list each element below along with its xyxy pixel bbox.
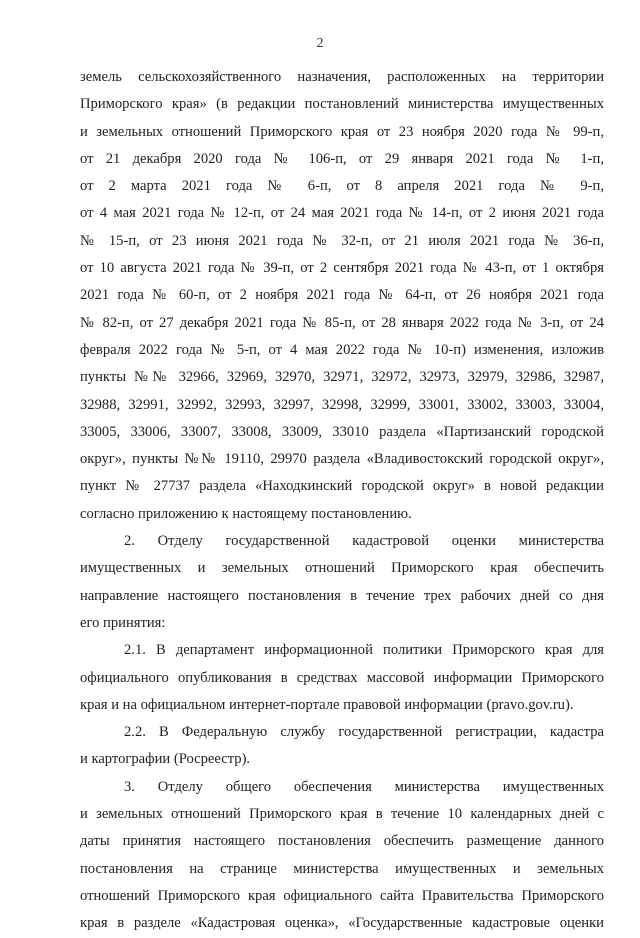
text-line: и земельных отношений Приморского края в течение 10 календарных дней с: [80, 806, 604, 823]
text-line: 3. Отделу общего обеспечения министерства имущественных: [124, 778, 604, 795]
paragraph-p1: [80, 64, 604, 528]
text-line: пункты №№ 32966, 32969, 32970, 32971, 32972, 32973, 32979, 32986, 32987,: [80, 369, 604, 386]
text-line: земель сельскохозяйственного назначения, расположенных на территории: [80, 69, 604, 85]
text-line: согласно приложению к настоящему постановлению.: [80, 505, 412, 522]
paragraph-p3: [80, 637, 604, 719]
text-line: и земельных отношений Приморского края от 23 ноября 2020 года № 99-п,: [80, 123, 604, 140]
text-line: 2.1. В департамент информационной политики Приморского края для: [124, 642, 604, 659]
text-line: 33005, 33006, 33007, 33008, 33009, 33010 раздела «Партизанский городской: [80, 423, 604, 440]
text-line: от 2 марта 2021 года № 6-п, от 8 апреля 2021 года № 9-п,: [80, 178, 604, 195]
paragraph-p4: [80, 719, 604, 774]
text-line: № 15-п, от 23 июня 2021 года № 32-п, от 21 июля 2021 года № 36-п,: [80, 232, 604, 249]
text-line: № 82-п, от 27 декабря 2021 года № 85-п, от 28 января 2022 года № 3-п, от 24: [80, 314, 604, 331]
text-line: края в разделе «Кадастровая оценка», «Государственные кадастровые оценки: [80, 915, 604, 932]
text-line: направление настоящего постановления в течение трех рабочих дней со дня: [80, 587, 604, 604]
text-line: Приморского края» (в редакции постановлений министерства имущественных: [80, 96, 604, 113]
text-line: февраля 2022 года № 5-п, от 4 мая 2022 года № 10-п) изменения, изложив: [80, 341, 604, 358]
document-body: [80, 64, 604, 938]
text-line: имущественных и земельных отношений Приморского края обеспечить: [80, 560, 604, 577]
text-line: пункт № 27737 раздела «Находкинский городской округ» в новой редакции: [80, 478, 604, 495]
paragraph-p5: [80, 774, 604, 938]
text-line: от 10 августа 2021 года № 39-п, от 2 сентября 2021 года № 43-п, от 1 октября: [80, 260, 604, 277]
paragraph-p2: [80, 528, 604, 637]
page-number: 2: [316, 36, 324, 51]
text-line: от 4 мая 2021 года № 12-п, от 24 мая 2021 года № 14-п, от 2 июня 2021 года: [80, 205, 604, 222]
text-line: и картографии (Росреестр).: [80, 751, 251, 768]
text-line: отношений Приморского края официального сайта Правительства Приморского: [80, 887, 604, 904]
text-line: 2. Отделу государственной кадастровой оценки министерства: [124, 533, 604, 550]
text-line: края и на официальном интернет-портале правовой информации (pravo.gov.ru).: [80, 696, 574, 713]
text-line: постановления на странице министерства имущественных и земельных: [80, 860, 604, 877]
text-line: даты принятия настоящего постановления обеспечить размещение данного: [80, 833, 604, 850]
text-line: округ», пункты №№ 19110, 29970 раздела «Владивостокский городской округ»,: [80, 451, 604, 468]
text-line: 32988, 32991, 32992, 32993, 32997, 32998, 32999, 33001, 33002, 33003, 33004,: [80, 396, 604, 413]
text-line: от 21 декабря 2020 года № 106-п, от 29 января 2021 года № 1-п,: [80, 150, 604, 167]
text-line: 2021 года № 60-п, от 2 ноября 2021 года № 64-п, от 26 ноября 2021 года: [80, 287, 604, 304]
text-line: 2.2. В Федеральную службу государственной регистрации, кадастра: [124, 724, 604, 741]
text-line: официального опубликования в средствах массовой информации Приморского: [80, 669, 604, 686]
text-line: его принятия:: [80, 614, 166, 631]
